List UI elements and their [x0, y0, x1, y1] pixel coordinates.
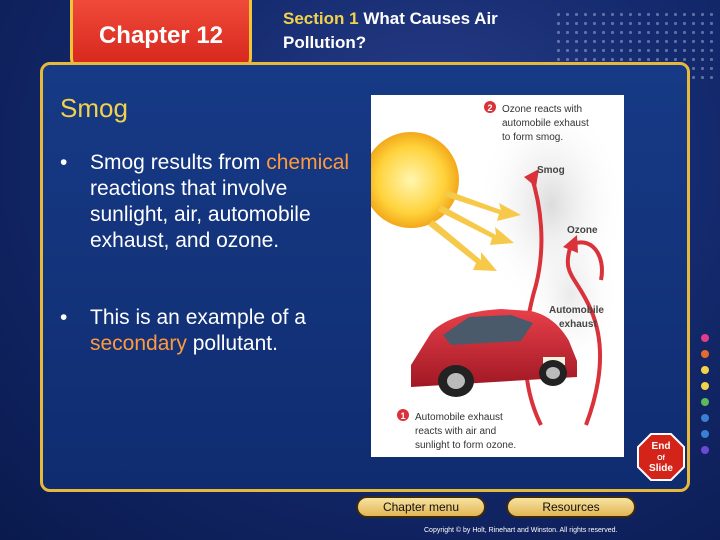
car-icon — [411, 309, 577, 397]
step-1-line2: reacts with air and — [415, 426, 497, 437]
step-2-line3: to form smog. — [502, 132, 564, 143]
highlight-term: secondary — [90, 332, 187, 355]
section-title-line2: Pollution? — [283, 33, 367, 52]
bullet-text: reactions that involve sunlight, air, automobile exhaust, and ozone. — [90, 177, 311, 252]
resources-button[interactable] — [506, 496, 636, 518]
end-of-slide-button[interactable] — [637, 433, 685, 481]
chapter-menu-button[interactable] — [356, 496, 486, 518]
side-dot — [701, 350, 709, 358]
side-dot — [701, 414, 709, 422]
side-dot — [701, 334, 709, 342]
section-title-line1: What Causes Air — [363, 9, 498, 28]
highlight-term: chemical — [266, 151, 350, 174]
side-dot — [701, 430, 709, 438]
label-exhaust-line2: exhaust — [559, 319, 597, 330]
chapter-label: Chapter 12 — [98, 21, 224, 49]
side-decoration — [701, 334, 713, 462]
label-ozone: Ozone — [567, 225, 598, 236]
bullet-marker: • — [60, 151, 68, 174]
step-1-line3: sunlight to form ozone. — [415, 440, 517, 451]
section-number: Section 1 — [283, 9, 359, 28]
side-dot — [701, 446, 709, 454]
bullet-text: Smog results from — [90, 151, 267, 174]
smog-diagram — [371, 95, 624, 457]
side-dot — [701, 382, 709, 390]
bullet-text: pollutant. — [186, 332, 278, 355]
step-1-number: 1 — [400, 411, 406, 421]
side-dot — [701, 398, 709, 406]
label-smog: Smog — [537, 165, 565, 176]
step-2-number: 2 — [487, 103, 493, 113]
bullet-marker: • — [60, 306, 68, 329]
bullet-text: This is an example of a — [90, 306, 306, 329]
end-slide-line3: Slide — [649, 463, 673, 474]
slide-heading: Smog — [60, 93, 128, 123]
label-exhaust-line1: Automobile — [549, 305, 604, 316]
end-slide-line2: Of — [657, 455, 665, 462]
step-2-line2: automobile exhaust — [502, 118, 589, 129]
step-2-line1: Ozone reacts with — [502, 104, 583, 115]
section-title — [283, 7, 583, 55]
copyright-notice: Copyright © by Holt, Rinehart and Winston. All rights reserved. — [424, 527, 618, 534]
side-dot — [701, 366, 709, 374]
resources-label: Resources — [542, 500, 600, 514]
step-1-line1: Automobile exhaust — [415, 412, 503, 423]
chapter-menu-label: Chapter menu — [382, 500, 460, 514]
end-slide-line1: End — [651, 441, 671, 452]
